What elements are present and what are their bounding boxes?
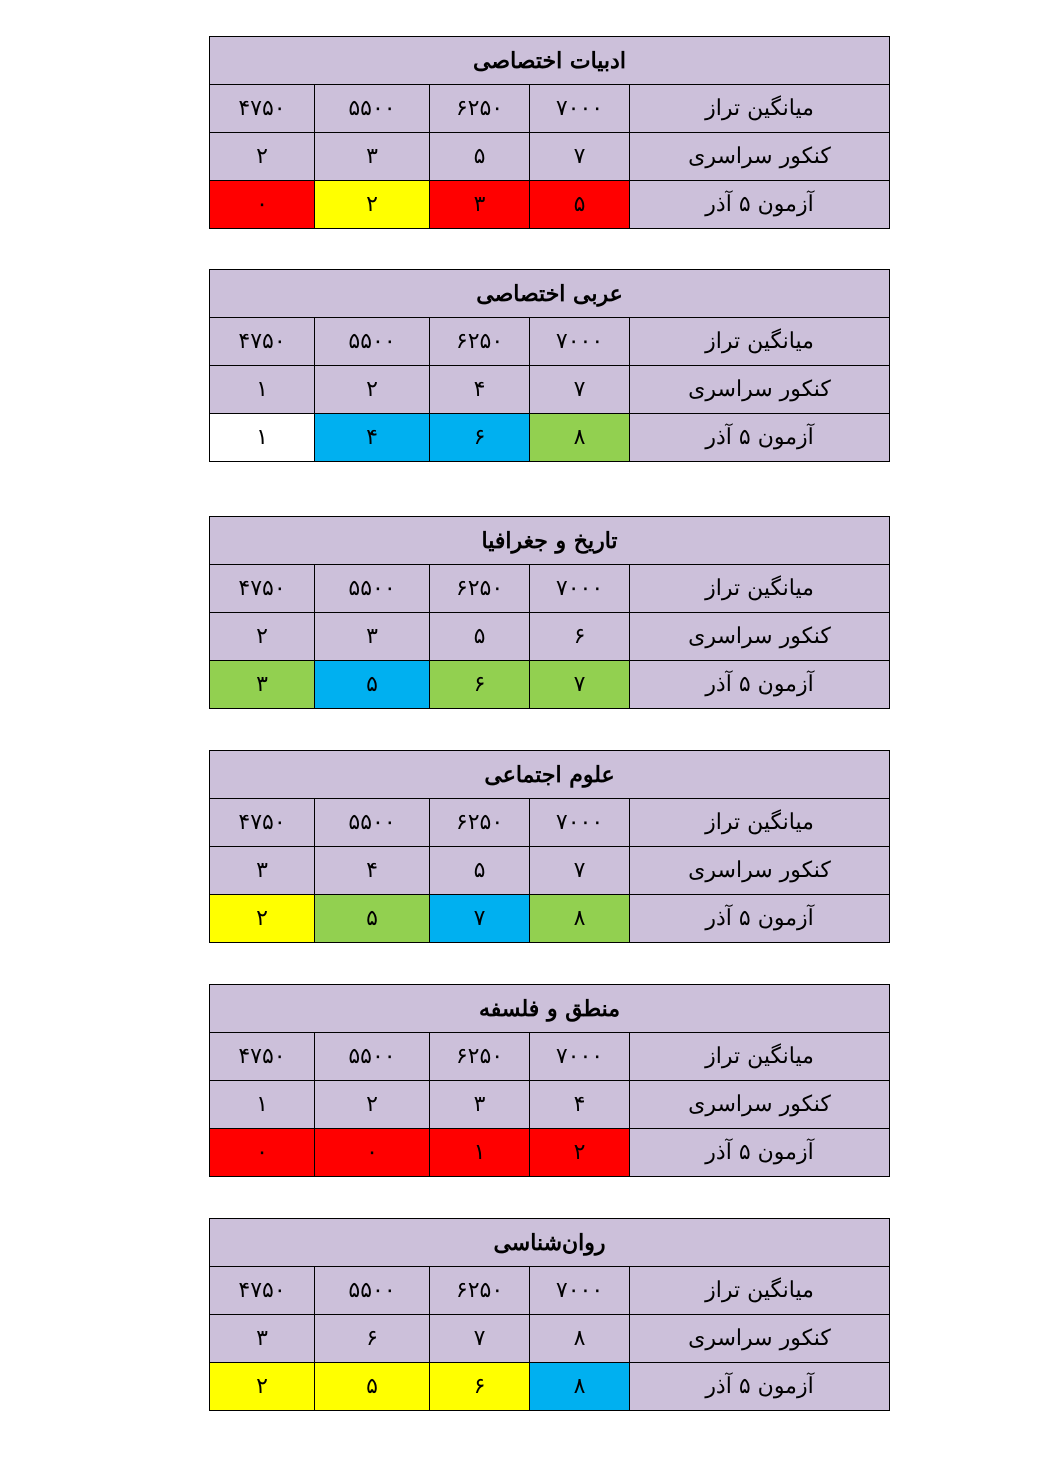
azmoon-score-cell: ۸ [530,895,630,943]
azmoon-score-cell: ۵ [315,895,430,943]
score-table [209,1218,890,1411]
row-label: کنکور سراسری [630,1081,890,1129]
azmoon-score-cell: ۰ [210,1129,315,1177]
azmoon-row [210,181,890,229]
azmoon-row [210,1129,890,1177]
konkur-row [210,1081,890,1129]
azmoon-score-cell: ۲ [210,895,315,943]
konkur-row [210,366,890,414]
konkur-score-cell: ۶ [315,1315,430,1363]
score-table [209,516,890,709]
azmoon-score-cell: ۳ [430,181,530,229]
azmoon-score-cell: ۷ [430,895,530,943]
avg-score-header-cell: ۶۲۵۰ [430,85,530,133]
avg-score-header-cell: ۷۰۰۰ [530,799,630,847]
azmoon-score-cell: ۰ [315,1129,430,1177]
table-title: منطق و فلسفه [210,985,890,1033]
avg-score-header-cell: ۵۵۰۰ [315,565,430,613]
konkur-score-cell: ۷ [530,847,630,895]
azmoon-score-cell: ۱ [210,414,315,462]
azmoon-score-cell: ۲ [530,1129,630,1177]
score-table [209,36,890,229]
konkur-score-cell: ۲ [315,366,430,414]
row-label: آزمون ۵ آذر [630,181,890,229]
avg-row [210,318,890,366]
avg-score-header-cell: ۴۷۵۰ [210,565,315,613]
row-label: آزمون ۵ آذر [630,414,890,462]
azmoon-score-cell: ۴ [315,414,430,462]
row-label: آزمون ۵ آذر [630,1363,890,1411]
konkur-score-cell: ۵ [430,133,530,181]
row-label: آزمون ۵ آذر [630,661,890,709]
konkur-score-cell: ۲ [210,613,315,661]
konkur-row [210,847,890,895]
azmoon-score-cell: ۵ [530,181,630,229]
konkur-score-cell: ۴ [315,847,430,895]
row-label: میانگین تراز [630,1033,890,1081]
avg-score-header-cell: ۷۰۰۰ [530,85,630,133]
row-label: کنکور سراسری [630,133,890,181]
row-label: آزمون ۵ آذر [630,895,890,943]
row-label: کنکور سراسری [630,366,890,414]
avg-score-header-cell: ۶۲۵۰ [430,1267,530,1315]
avg-score-header-cell: ۴۷۵۰ [210,799,315,847]
row-label: میانگین تراز [630,1267,890,1315]
azmoon-score-cell: ۸ [530,414,630,462]
konkur-score-cell: ۱ [210,1081,315,1129]
avg-score-header-cell: ۷۰۰۰ [530,318,630,366]
konkur-score-cell: ۵ [430,613,530,661]
azmoon-score-cell: ۶ [430,1363,530,1411]
avg-score-header-cell: ۴۷۵۰ [210,1033,315,1081]
azmoon-score-cell: ۲ [210,1363,315,1411]
konkur-score-cell: ۷ [530,133,630,181]
avg-row [210,85,890,133]
azmoon-row [210,661,890,709]
avg-score-header-cell: ۵۵۰۰ [315,1033,430,1081]
avg-score-header-cell: ۶۲۵۰ [430,799,530,847]
row-label: میانگین تراز [630,565,890,613]
avg-score-header-cell: ۵۵۰۰ [315,318,430,366]
azmoon-score-cell: ۵ [315,661,430,709]
konkur-score-cell: ۷ [430,1315,530,1363]
azmoon-score-cell: ۶ [430,661,530,709]
azmoon-score-cell: ۳ [210,661,315,709]
table-title: علوم اجتماعی [210,751,890,799]
konkur-score-cell: ۵ [430,847,530,895]
table-title: ادبیات اختصاصی [210,37,890,85]
avg-score-header-cell: ۴۷۵۰ [210,1267,315,1315]
konkur-score-cell: ۲ [210,133,315,181]
konkur-score-cell: ۲ [315,1081,430,1129]
avg-score-header-cell: ۷۰۰۰ [530,565,630,613]
avg-row [210,1033,890,1081]
avg-score-header-cell: ۴۷۵۰ [210,85,315,133]
score-table [209,269,890,462]
avg-row [210,565,890,613]
table-title: عربی اختصاصی [210,270,890,318]
avg-score-header-cell: ۴۷۵۰ [210,318,315,366]
avg-score-header-cell: ۵۵۰۰ [315,1267,430,1315]
azmoon-score-cell: ۸ [530,1363,630,1411]
azmoon-row [210,414,890,462]
avg-score-header-cell: ۷۰۰۰ [530,1033,630,1081]
avg-score-header-cell: ۶۲۵۰ [430,318,530,366]
row-label: کنکور سراسری [630,613,890,661]
row-label: کنکور سراسری [630,847,890,895]
azmoon-score-cell: ۵ [315,1363,430,1411]
score-table [209,984,890,1177]
azmoon-row [210,1363,890,1411]
konkur-score-cell: ۶ [530,613,630,661]
avg-score-header-cell: ۶۲۵۰ [430,1033,530,1081]
konkur-score-cell: ۳ [315,613,430,661]
azmoon-score-cell: ۷ [530,661,630,709]
avg-score-header-cell: ۷۰۰۰ [530,1267,630,1315]
azmoon-score-cell: ۰ [210,181,315,229]
row-label: کنکور سراسری [630,1315,890,1363]
azmoon-score-cell: ۲ [315,181,430,229]
score-table [209,750,890,943]
avg-row [210,799,890,847]
konkur-score-cell: ۴ [430,366,530,414]
azmoon-score-cell: ۶ [430,414,530,462]
avg-score-header-cell: ۵۵۰۰ [315,799,430,847]
konkur-row [210,1315,890,1363]
azmoon-score-cell: ۱ [430,1129,530,1177]
konkur-score-cell: ۳ [430,1081,530,1129]
konkur-row [210,133,890,181]
table-title: تاریخ و جغرافیا [210,517,890,565]
row-label: میانگین تراز [630,318,890,366]
konkur-score-cell: ۸ [530,1315,630,1363]
konkur-score-cell: ۳ [210,1315,315,1363]
row-label: میانگین تراز [630,85,890,133]
konkur-row [210,613,890,661]
konkur-score-cell: ۷ [530,366,630,414]
table-title: روان‌شناسی [210,1219,890,1267]
avg-score-header-cell: ۶۲۵۰ [430,565,530,613]
konkur-score-cell: ۳ [210,847,315,895]
row-label: آزمون ۵ آذر [630,1129,890,1177]
konkur-score-cell: ۳ [315,133,430,181]
konkur-score-cell: ۴ [530,1081,630,1129]
konkur-score-cell: ۱ [210,366,315,414]
azmoon-row [210,895,890,943]
row-label: میانگین تراز [630,799,890,847]
avg-score-header-cell: ۵۵۰۰ [315,85,430,133]
avg-row [210,1267,890,1315]
